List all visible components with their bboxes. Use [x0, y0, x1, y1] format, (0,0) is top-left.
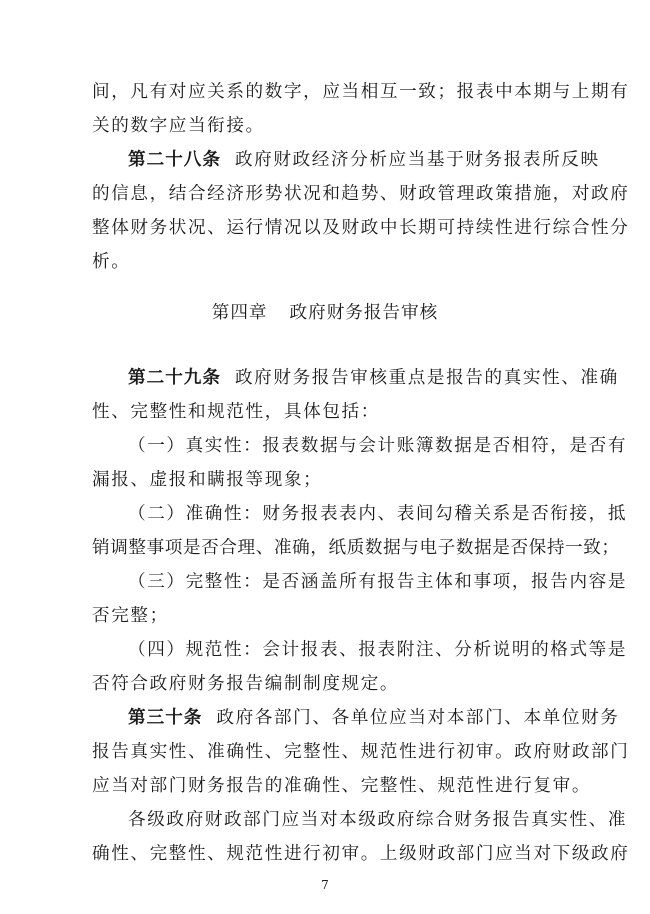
- article-29-text: 政府财务报告审核重点是报告的真实性、准确: [234, 368, 619, 388]
- text-line: 否符合政府财务报告编制制度规定。: [92, 674, 400, 694]
- list-item-3: （三）完整性：是否涵盖所有报告主体和事项，报告内容是: [128, 572, 628, 592]
- text-line: 整体财务状况、运行情况以及财政中长期可持续性进行综合性分: [92, 218, 630, 238]
- article-29-first-line: [128, 368, 619, 388]
- chapter-heading: [0, 302, 650, 324]
- text-line: 应当对部门财务报告的准确性、完整性、规范性进行复审。: [92, 776, 592, 796]
- text-line: 析。: [92, 252, 131, 272]
- list-item-2: （二）准确性：财务报表表内、表间勾稽关系是否衔接，抵: [128, 504, 628, 524]
- text-line: 性、完整性和规范性，具体包括：: [92, 402, 380, 422]
- text-line: 的信息，结合经济形势状况和趋势、财政管理政策措施，对政府: [92, 184, 630, 204]
- text-line: 报告真实性、准确性、完整性、规范性进行初审。政府财政部门: [92, 742, 630, 762]
- text-line: 间，凡有对应关系的数字，应当相互一致；报表中本期与上期有: [92, 82, 630, 102]
- text-line: 确性、完整性、规范性进行初审。上级财政部门应当对下级政府: [92, 844, 630, 864]
- article-28-first-line: [128, 150, 600, 170]
- article-28-text: 政府财政经济分析应当基于财务报表所反映: [234, 150, 600, 170]
- article-30-first-line: [128, 708, 620, 728]
- page-number: 7: [321, 878, 329, 892]
- text-line: 销调整事项是否合理、准确，纸质数据与电子数据是否保持一致；: [92, 538, 620, 558]
- article-29-label: 第二十九条: [128, 368, 221, 388]
- list-item-4: （四）规范性：会计报表、报表附注、分析说明的格式等是: [128, 640, 628, 660]
- article-30-text: 政府各部门、各单位应当对本部门、本单位财务: [216, 708, 620, 728]
- paragraph-first-line: 各级政府财政部门应当对本级政府综合财务报告真实性、准: [128, 810, 628, 830]
- text-line: 漏报、虚报和瞒报等现象；: [92, 470, 323, 490]
- article-30-label: 第三十条: [128, 708, 203, 728]
- list-item-1: （一）真实性：报表数据与会计账簿数据是否相符，是否有: [128, 436, 628, 456]
- chapter-number: 第四章: [211, 303, 268, 323]
- text-line: 否完整；: [92, 606, 169, 626]
- chapter-title: 政府财务报告审核: [289, 303, 439, 323]
- text-line: 关的数字应当衔接。: [92, 116, 265, 136]
- article-28-label: 第二十八条: [128, 150, 221, 170]
